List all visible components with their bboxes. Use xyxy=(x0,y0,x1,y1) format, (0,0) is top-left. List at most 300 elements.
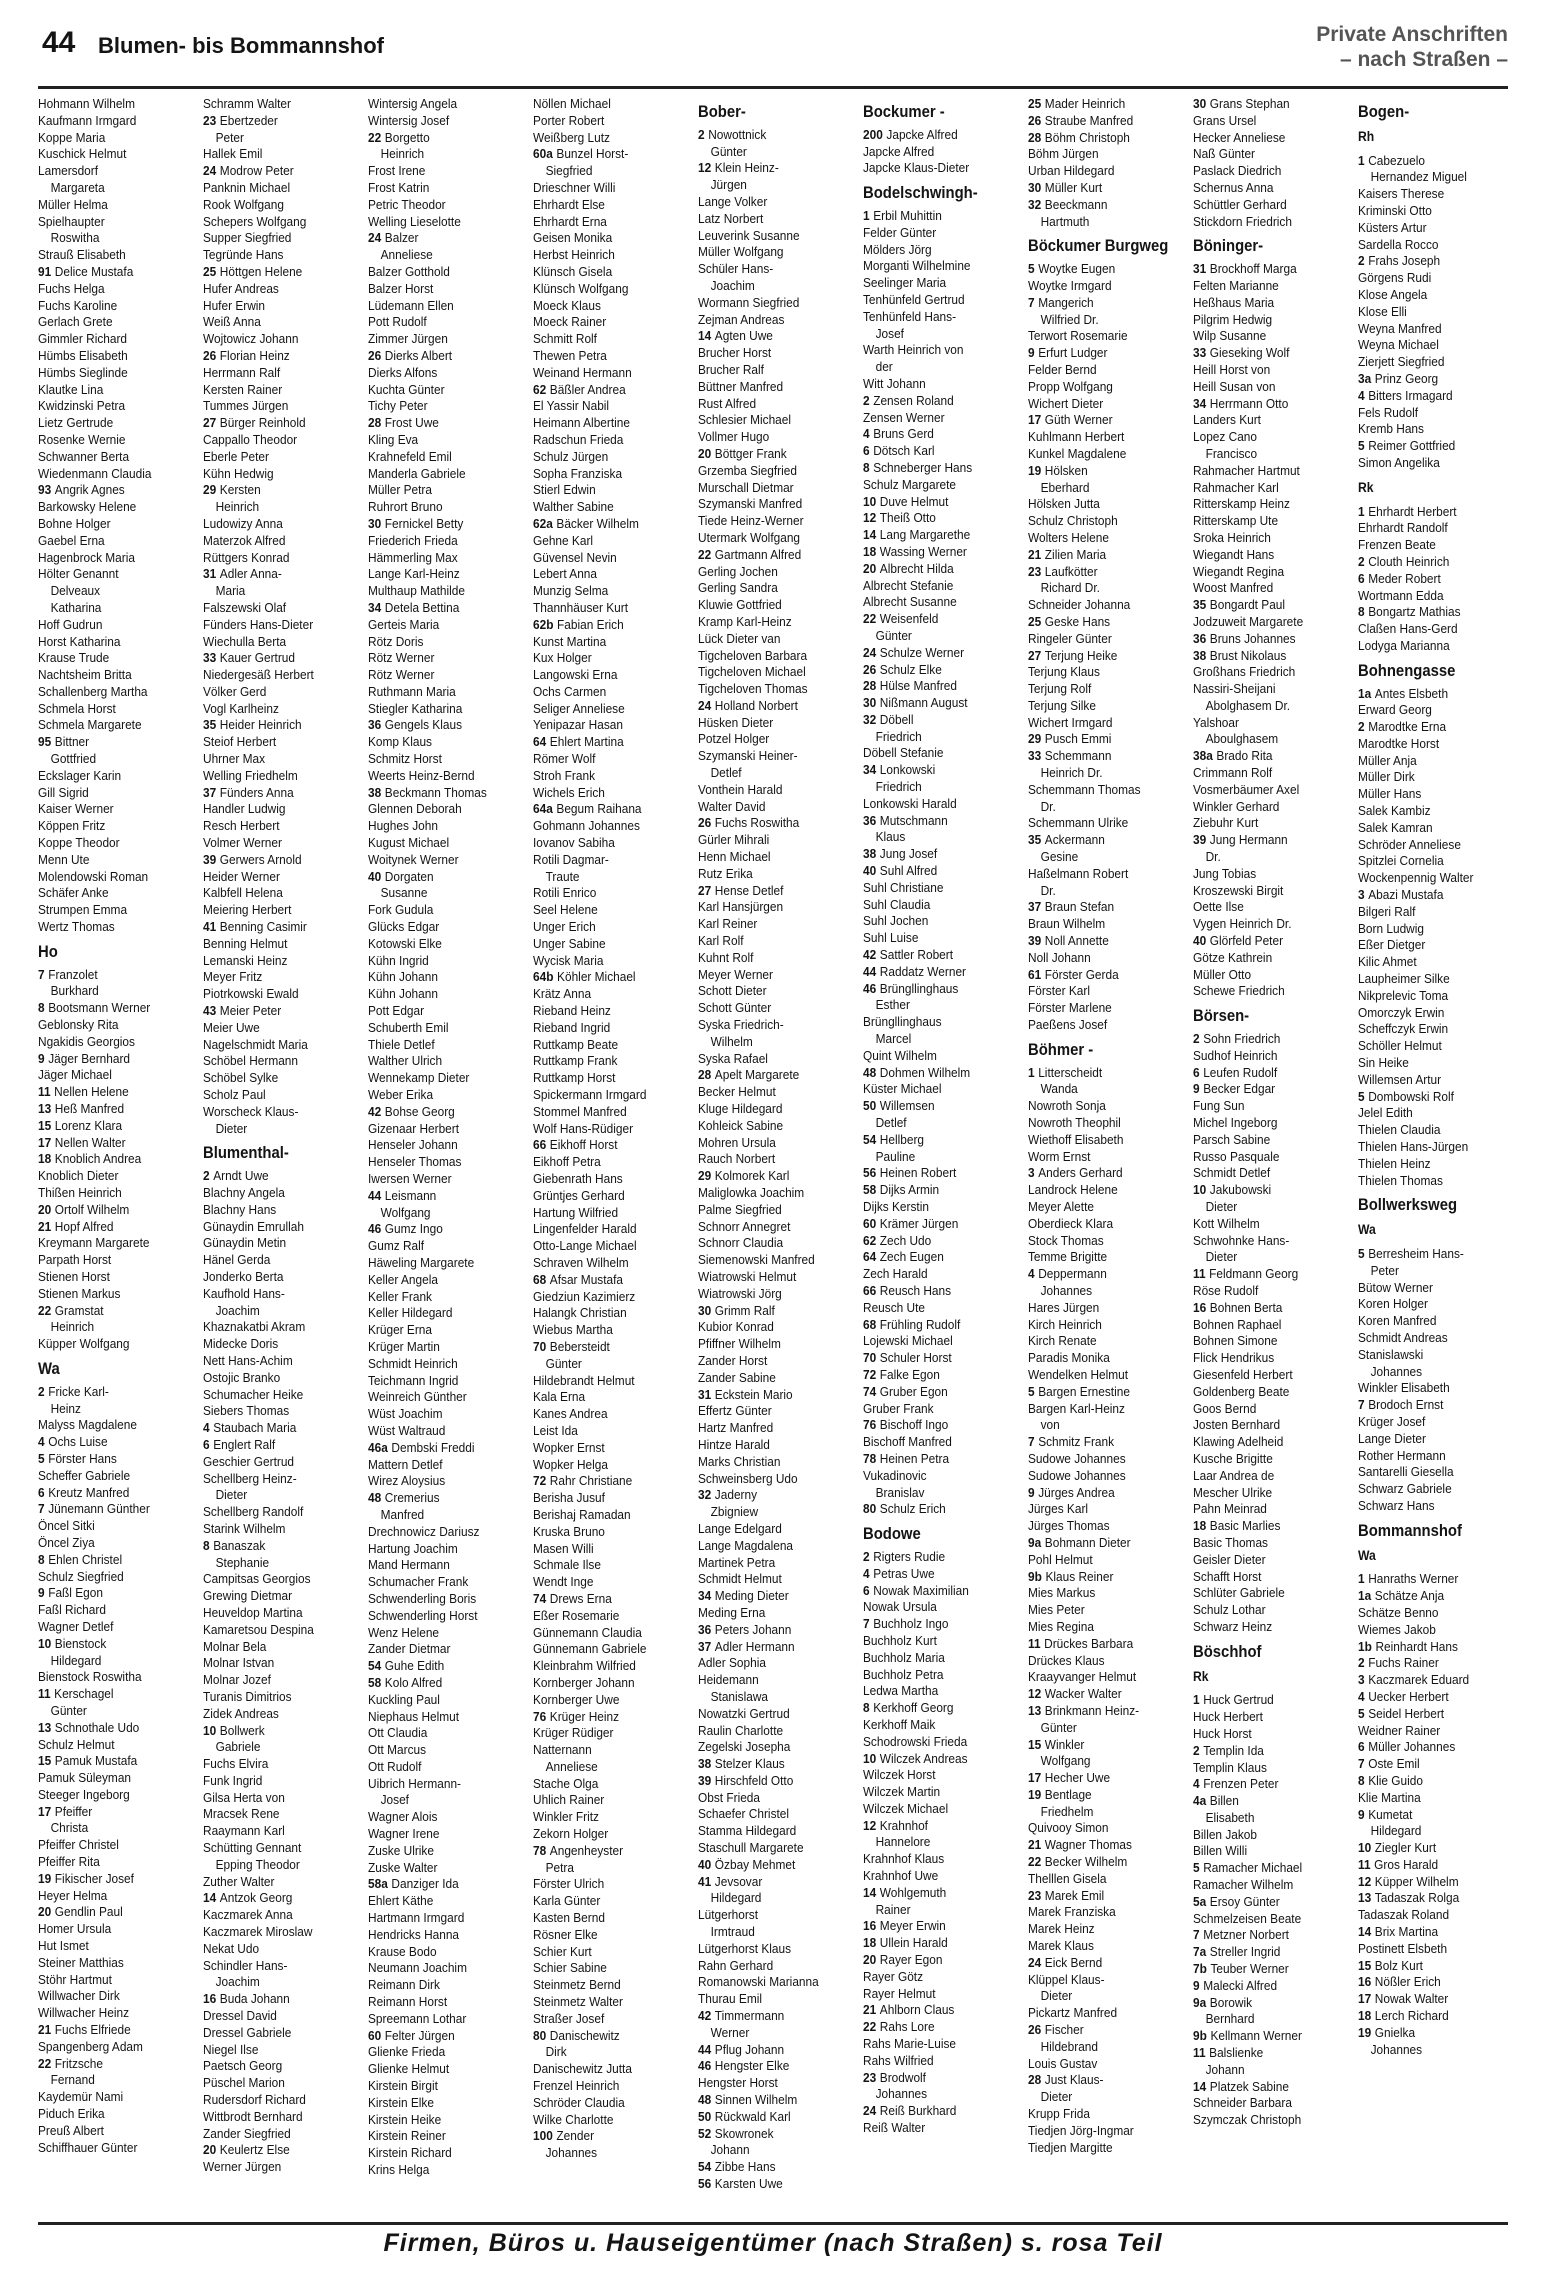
listing-entry: Piotrkowski Ewald xyxy=(203,986,299,1002)
listing-continuation: Johannes xyxy=(1040,1282,1093,1298)
house-number: 7a xyxy=(1193,1944,1207,1960)
house-number: 16 xyxy=(1193,1299,1207,1315)
listing-entry: Rotili Dagmar- xyxy=(533,851,609,867)
listing-entry: Schöller Helmut xyxy=(1358,1038,1442,1054)
house-number: 9 xyxy=(1028,1484,1035,1500)
listing-entry: Stamma Hildegard xyxy=(698,1823,797,1839)
listing-entry: Seel Helene xyxy=(533,902,598,918)
listing-entry: Vosmerbäumer Axel xyxy=(1193,781,1300,797)
listing-entry: Kirstein Elke xyxy=(368,2094,434,2110)
listing-entry: 93 Angrik Agnes xyxy=(38,482,125,498)
house-number: 37 xyxy=(1028,899,1042,915)
listing-entry: 70 Bebersteidt xyxy=(533,1338,610,1354)
listing-entry: Meding Erna xyxy=(698,1604,766,1620)
listing-entry: Kaydemür Nami xyxy=(38,2089,124,2105)
house-number: 7 xyxy=(38,966,45,982)
house-number: 22 xyxy=(698,546,712,562)
listing-entry: Tichy Peter xyxy=(368,398,428,414)
listing-entry: Thewen Petra xyxy=(533,347,607,363)
listing-continuation: von xyxy=(1040,1417,1060,1433)
listing-entry: Schott Dieter xyxy=(698,983,767,999)
listing-entry: Lojewski Michael xyxy=(863,1333,953,1349)
listing-continuation: Günter xyxy=(710,143,747,159)
listing-entry: Nassiri-Sheijani xyxy=(1193,681,1276,697)
listing-entry: Rosenke Wernie xyxy=(38,431,126,447)
listing-entry: Obst Frieda xyxy=(698,1789,761,1805)
house-number: 64 xyxy=(533,734,547,750)
listing-entry: Gilsa Herta von xyxy=(203,1789,285,1805)
listing-entry: Rudersdorf Richard xyxy=(203,2092,306,2108)
listing-entry: Schemmann Thomas xyxy=(1028,781,1141,797)
listing-entry: Karla Günter xyxy=(533,1893,601,1909)
listing-entry: Heill Horst von xyxy=(1193,361,1271,377)
listing-entry: Zejman Andreas xyxy=(698,311,785,327)
house-number: 26 xyxy=(1028,112,1042,128)
listing-column xyxy=(533,96,680,2214)
listing-entry: Hecker Anneliese xyxy=(1193,129,1286,145)
house-number: 22 xyxy=(863,2019,877,2035)
listing-entry: 64 Ehlert Martina xyxy=(533,734,624,750)
house-number: 26 xyxy=(1028,2022,1042,2038)
listing-continuation: Elisabeth xyxy=(1205,1809,1255,1825)
listing-entry: 22 Weisenfeld xyxy=(863,611,939,627)
header-rule xyxy=(38,86,1508,89)
listing-entry: 28 Hülse Manfred xyxy=(863,678,957,694)
house-number: 44 xyxy=(698,2041,712,2057)
listing-entry: Glienke Helmut xyxy=(368,2061,450,2077)
listing-entry: 14 Brix Martina xyxy=(1358,1924,1439,1940)
listing-entry: Falszewski Olaf xyxy=(203,599,287,615)
listing-entry: 1 Hanraths Werner xyxy=(1358,1571,1459,1587)
listing-entry: Lonkowski Harald xyxy=(863,795,957,811)
listing-entry: Koren Manfred xyxy=(1358,1313,1437,1329)
district-heading: Wa xyxy=(1358,1547,1376,1563)
listing-entry: 62b Fabian Erich xyxy=(533,616,624,632)
listing-entry: Rüttgers Konrad xyxy=(203,549,290,565)
listing-continuation: Dirk xyxy=(545,2044,567,2060)
house-number: 11 xyxy=(38,1686,51,1702)
listing-entry: Bohnen Raphael xyxy=(1193,1316,1282,1332)
listing-entry: Mölders Jörg xyxy=(863,241,932,257)
listing-entry: Öncel Sitki xyxy=(38,1518,95,1534)
listing-entry: Rahmacher Karl xyxy=(1193,479,1279,495)
listing-continuation: Wanda xyxy=(1040,1081,1078,1097)
listing-entry: Wiedenmann Claudia xyxy=(38,465,152,481)
listing-entry: Weißberg Lutz xyxy=(533,129,610,145)
listing-continuation: Epping Theodor xyxy=(215,1856,300,1872)
house-number: 70 xyxy=(533,1338,547,1354)
house-number: 20 xyxy=(38,1201,52,1217)
house-number: 1a xyxy=(1358,685,1372,701)
listing-entry: Wenz Helene xyxy=(368,1624,440,1640)
street-heading: Bodowe xyxy=(863,1525,921,1544)
listing-entry: Fels Rudolf xyxy=(1358,404,1419,420)
house-number: 23 xyxy=(863,2069,877,2085)
house-number: 9 xyxy=(38,1050,45,1066)
listing-entry: 6 Leufen Rudolf xyxy=(1193,1064,1278,1080)
listing-entry: Raulin Charlotte xyxy=(698,1722,784,1738)
listing-entry: Straßer Josef xyxy=(533,2010,605,2026)
listing-entry: Mattern Detlef xyxy=(368,1456,443,1472)
listing-continuation: Heinrich xyxy=(380,146,425,162)
listing-entry: Stache Olga xyxy=(533,1775,599,1791)
listing-entry: 18 Basic Marlies xyxy=(1193,1518,1281,1534)
listing-continuation: Hildegard xyxy=(50,1652,102,1668)
listing-entry: Wagner Irene xyxy=(368,1826,440,1842)
listing-entry: Schneider Barbara xyxy=(1193,2095,1292,2111)
listing-entry: Rahs Marie-Luise xyxy=(863,2036,957,2052)
listing-entry: Keller Angela xyxy=(368,1271,438,1287)
listing-entry: 16 Meyer Erwin xyxy=(863,1918,946,1934)
listing-entry: Hänel Gerda xyxy=(203,1252,271,1268)
listing-entry: 19 Gnielka xyxy=(1358,2024,1416,2040)
listing-entry: 13 Heß Manfred xyxy=(38,1101,125,1117)
listing-entry: Vogl Karlheinz xyxy=(203,700,279,716)
listing-entry: Förster Ulrich xyxy=(533,1876,605,1892)
listing-entry: Kramp Karl-Heinz xyxy=(698,613,792,629)
listing-continuation: Francisco xyxy=(1205,445,1258,461)
house-number: 8 xyxy=(863,459,870,475)
street-heading: Bockumer - xyxy=(863,103,945,121)
listing-entry: Hartung Joachim xyxy=(368,1540,458,1556)
listing-entry: Crimmann Rolf xyxy=(1193,765,1273,781)
listing-entry: Glücks Edgar xyxy=(368,919,440,935)
house-number: 31 xyxy=(698,1386,712,1402)
listing-entry: 5 Ramacher Michael xyxy=(1193,1860,1303,1876)
listing-entry: 3 Anders Gerhard xyxy=(1028,1165,1123,1181)
house-number: 11 xyxy=(1193,1266,1206,1282)
listing-entry: Römer Wolf xyxy=(533,751,596,767)
house-number: 16 xyxy=(863,1918,877,1934)
listing-entry: 5 Förster Hans xyxy=(38,1450,117,1466)
listing-entry: Kerkhoff Maik xyxy=(863,1716,936,1732)
listing-entry: 33 Gieseking Wolf xyxy=(1193,345,1290,361)
listing-entry: Parpath Horst xyxy=(38,1252,112,1268)
listing-entry: 72 Rahr Christiane xyxy=(533,1473,633,1489)
listing-entry: Zuske Walter xyxy=(368,1859,438,1875)
listing-entry: 27 Terjung Heike xyxy=(1028,647,1118,663)
listing-entry: Josten Bernhard xyxy=(1193,1417,1281,1433)
listing-entry: 12 Klein Heinz- xyxy=(698,160,779,176)
listing-entry: Gaebel Erna xyxy=(38,532,105,548)
house-number: 56 xyxy=(698,2176,712,2192)
house-number: 12 xyxy=(863,510,877,526)
listing-entry: Zegelski Josepha xyxy=(698,1739,791,1755)
listing-entry: Ritterskamp Ute xyxy=(1193,513,1279,529)
listing-entry: 74 Drews Erna xyxy=(533,1590,612,1606)
listing-entry: Leuverink Susanne xyxy=(698,227,800,243)
listing-entry: 9 Kumetat xyxy=(1358,1806,1413,1822)
listing-entry: Koppe Theodor xyxy=(38,835,120,851)
house-number: 18 xyxy=(1193,1518,1207,1534)
listing-entry: Wilczek Martin xyxy=(863,1784,941,1800)
listing-entry: Tummes Jürgen xyxy=(203,398,289,414)
listing-entry: Wiethoff Elisabeth xyxy=(1028,1131,1124,1147)
house-number: 4 xyxy=(863,1565,870,1581)
street-heading: Bollwerksweg xyxy=(1358,1196,1458,1215)
house-number: 17 xyxy=(1028,412,1042,428)
house-number: 15 xyxy=(1358,1957,1372,1973)
listing-entry: 13 Schnothale Udo xyxy=(38,1719,140,1735)
listing-entry: 10 Wilczek Andreas xyxy=(863,1750,968,1766)
house-number: 60a xyxy=(533,146,553,162)
listing-entry: Schier Kurt xyxy=(533,1943,592,1959)
listing-entry: Born Ludwig xyxy=(1358,920,1424,936)
district-heading: Rk xyxy=(1358,479,1374,495)
listing-entry: Nowatzki Gertrud xyxy=(698,1705,790,1721)
listing-entry: 1 Erbil Muhittin xyxy=(863,207,942,223)
listing-entry: 14 Antzok Georg xyxy=(203,1890,293,1906)
house-number: 36 xyxy=(368,717,382,733)
house-number: 4 xyxy=(1358,1688,1365,1704)
listing-entry: Niegel Ilse xyxy=(203,2041,259,2057)
house-number: 30 xyxy=(1193,96,1207,111)
listing-entry: Müller Anja xyxy=(1358,752,1417,768)
listing-entry: Schwarz Hans xyxy=(1358,1497,1435,1513)
listing-continuation: Hildegard xyxy=(1370,1823,1422,1839)
listing-entry: Adler Sophia xyxy=(698,1655,766,1671)
listing-entry: Grans Ursel xyxy=(1193,112,1257,128)
house-number: 22 xyxy=(38,2055,52,2071)
listing-entry: Thielen Thomas xyxy=(1358,1172,1443,1188)
listing-entry: Kaczmarek Anna xyxy=(203,1907,293,1923)
listing-entry: Rayer Helmut xyxy=(863,1985,936,2001)
listing-continuation: Marcel xyxy=(875,1031,912,1047)
listing-entry: Funk Ingrid xyxy=(203,1772,263,1788)
listing-entry: Steeger Ingeborg xyxy=(38,1786,130,1802)
listing-continuation: Gottfried xyxy=(50,751,97,767)
listing-entry: Heyer Helma xyxy=(38,1887,108,1903)
house-number: 28 xyxy=(863,678,877,694)
listing-entry: Berisha Jusuf xyxy=(533,1490,605,1506)
listing-entry: Hartmann Irmgard xyxy=(368,1910,465,1926)
listing-continuation: Dr. xyxy=(1040,882,1056,898)
listing-continuation: Irmtraud xyxy=(710,1924,755,1940)
listing-entry: 24 Holland Norbert xyxy=(698,697,798,713)
listing-entry: Kühn Hedwig xyxy=(203,465,274,481)
listing-column xyxy=(38,96,185,2214)
listing-entry: Lodyga Marianna xyxy=(1358,637,1450,653)
listing-entry: Balzer Gotthold xyxy=(368,263,450,279)
house-number: 14 xyxy=(1193,2078,1207,2094)
listing-entry: 23 Brodwolf xyxy=(863,2069,926,2085)
listing-entry: Klünsch Wolfgang xyxy=(533,280,629,296)
listing-entry: Vygen Heinrich Dr. xyxy=(1193,916,1292,932)
house-number: 25 xyxy=(1028,613,1042,629)
house-number: 4 xyxy=(863,426,870,442)
listing-entry: Stanislawski xyxy=(1358,1346,1424,1362)
listing-entry: Krätz Anna xyxy=(533,986,592,1002)
listing-entry: Sudowe Johannes xyxy=(1028,1450,1126,1466)
house-number: 74 xyxy=(863,1383,877,1399)
house-number: 32 xyxy=(698,1487,712,1503)
listing-continuation: Hildegard xyxy=(710,1890,762,1906)
listing-entry: 17 Güth Werner xyxy=(1028,412,1113,428)
listing-entry: Krüger Rüdiger xyxy=(533,1725,614,1741)
listing-entry: Küsters Artur xyxy=(1358,219,1427,235)
listing-entry: Russo Pasquale xyxy=(1193,1148,1280,1164)
listing-entry: Hengster Horst xyxy=(698,2075,778,2091)
listing-entry: Zuther Walter xyxy=(203,1873,275,1889)
listing-entry: Cappallo Theodor xyxy=(203,431,298,447)
listing-entry: Schulz Christoph xyxy=(1028,513,1118,529)
house-number: 58 xyxy=(863,1182,877,1198)
listing-continuation: Hannelore xyxy=(875,1834,931,1850)
listing-entry: Schüler Hans- xyxy=(698,261,774,277)
house-number: 20 xyxy=(863,1952,877,1968)
listing-entry: 62a Bäcker Wilhelm xyxy=(533,515,639,531)
listing-entry: 25 Geske Hans xyxy=(1028,613,1111,629)
house-number: 10 xyxy=(863,1750,877,1766)
listing-entry: 9 Erfurt Ludger xyxy=(1028,345,1108,361)
listing-entry: Tenhünfeld Gertrud xyxy=(863,291,965,307)
house-number: 54 xyxy=(698,2159,712,2175)
listing-entry: Effertz Günter xyxy=(698,1403,772,1419)
listing-entry: Heill Susan von xyxy=(1193,378,1276,394)
house-number: 5a xyxy=(1193,1893,1207,1909)
listing-entry: Kluge Hildegard xyxy=(698,1101,783,1117)
listing-entry: Küpper Wolfgang xyxy=(38,1336,130,1352)
house-number: 27 xyxy=(698,882,712,898)
listing-entry: 2 Clouth Heinrich xyxy=(1358,553,1450,569)
listing-entry: Herrmann Ralf xyxy=(203,364,281,380)
listing-entry: Terjung Silke xyxy=(1028,697,1096,713)
listing-continuation: Aboulghasem xyxy=(1205,731,1279,747)
listing-entry: Krüger Erna xyxy=(368,1322,432,1338)
section-label-line1: Private Anschriften xyxy=(1316,23,1508,46)
listing-column xyxy=(1193,96,1340,2214)
listing-entry: Nowak Ursula xyxy=(863,1599,937,1615)
house-number: 20 xyxy=(698,445,712,461)
listing-entry: Büttner Manfred xyxy=(698,378,784,394)
house-number: 26 xyxy=(863,661,877,677)
listing-entry: Hagenbrock Maria xyxy=(38,549,135,565)
house-number: 78 xyxy=(533,1842,547,1858)
listing-continuation: Maria xyxy=(215,583,246,599)
listing-entry: Döbell Stefanie xyxy=(863,745,944,761)
listing-entry: Kaisers Therese xyxy=(1358,186,1445,202)
listing-entry: Lopez Cano xyxy=(1193,429,1258,445)
listing-continuation: Fernand xyxy=(50,2072,95,2088)
listing-entry: Koppe Maria xyxy=(38,129,106,145)
listing-entry: Radschun Frieda xyxy=(533,431,624,447)
listing-continuation: Hildebrand xyxy=(1040,2038,1099,2054)
listing-entry: Kohleick Sabine xyxy=(698,1117,784,1133)
listing-entry: Sardella Rocco xyxy=(1358,236,1439,252)
listing-entry: Klawing Adelheid xyxy=(1193,1434,1284,1450)
listing-entry: Wintersig Angela xyxy=(368,96,458,111)
listing-entry: Szymanski Heiner- xyxy=(698,748,798,764)
house-number: 10 xyxy=(863,493,877,509)
listing-entry: Kott Wilhelm xyxy=(1193,1215,1260,1231)
listing-entry: 3 Abazi Mustafa xyxy=(1358,887,1444,903)
listing-entry: Kuhnt Rolf xyxy=(698,949,754,965)
house-number: 42 xyxy=(368,1103,382,1119)
listing-entry: Becker Helmut xyxy=(698,1084,776,1100)
listing-entry: Ehrhardt Randolf xyxy=(1358,520,1448,536)
listing-entry: 70 Schuler Horst xyxy=(863,1350,952,1366)
house-number: 22 xyxy=(1028,1854,1042,1870)
listing-entry: Walter David xyxy=(698,798,766,814)
listing-entry: Keller Frank xyxy=(368,1288,432,1304)
listing-entry: Schäfer Anke xyxy=(38,885,109,901)
listing-entry: Iwersen Werner xyxy=(368,1171,452,1186)
listing-entry: Eberle Peter xyxy=(203,448,269,464)
listing-entry: Püschel Marion xyxy=(203,2075,285,2091)
listing-entry: Pott Edgar xyxy=(368,1003,425,1019)
listing-entry: Kirstein Richard xyxy=(368,2145,452,2161)
listing-entry: 10 Ziegler Kurt xyxy=(1358,1840,1437,1856)
listing-entry: Yenipazar Hasan xyxy=(533,717,623,733)
listing-entry: 74 Gruber Egon xyxy=(863,1383,948,1399)
listing-continuation: Friedrich xyxy=(875,728,922,744)
house-number: 48 xyxy=(368,1490,382,1506)
house-number: 14 xyxy=(203,1890,217,1906)
listing-entry: 10 Jakubowski xyxy=(1193,1182,1272,1198)
street-heading: Bommannshof xyxy=(1358,1521,1462,1540)
listing-entry: 19 Fikischer Josef xyxy=(38,1870,134,1886)
listing-entry: Palme Siegfried xyxy=(698,1201,782,1217)
listing-entry: Fork Gudula xyxy=(368,902,434,918)
listing-entry: Klose Angela xyxy=(1358,286,1428,302)
listing-entry: Kreymann Margarete xyxy=(38,1235,150,1251)
house-number: 5 xyxy=(1028,261,1035,277)
listing-entry: Terjung Klaus xyxy=(1028,664,1100,680)
house-number: 44 xyxy=(863,963,877,979)
house-number: 2 xyxy=(698,126,705,142)
listing-entry: Schulz Lothar xyxy=(1193,1602,1266,1618)
listing-entry: Goldenberg Beate xyxy=(1193,1383,1290,1399)
listing-entry: Kleinbrahm Wilfried xyxy=(533,1658,636,1674)
house-number: 40 xyxy=(368,868,382,884)
house-number: 18 xyxy=(863,1935,877,1951)
listing-entry: 20 Ortolf Wilhelm xyxy=(38,1201,130,1217)
listing-continuation: Heinrich xyxy=(50,1319,95,1335)
listing-entry: Felder Bernd xyxy=(1028,361,1097,377)
listing-continuation: Hernandez Miguel xyxy=(1370,169,1467,185)
listing-entry: Grzemba Siegfried xyxy=(698,462,797,478)
house-number: 1b xyxy=(1358,1638,1372,1654)
listing-entry: Schindler Hans- xyxy=(203,1957,288,1973)
house-number: 19 xyxy=(38,1870,52,1886)
listing-entry: Kersten Rainer xyxy=(203,381,283,397)
listing-entry: 9a Bohmann Dieter xyxy=(1028,1534,1131,1550)
listing-entry: Ott Rudolf xyxy=(368,1758,422,1774)
listing-entry: Munzig Selma xyxy=(533,583,609,599)
listing-entry: Grewing Dietmar xyxy=(203,1588,293,1604)
listing-entry: Schemmann Ulrike xyxy=(1028,815,1129,831)
listing-entry: Ehrhardt Else xyxy=(533,196,605,212)
listing-entry: Huck Herbert xyxy=(1193,1709,1263,1725)
house-number: 2 xyxy=(1358,719,1365,735)
house-number: 9b xyxy=(1193,2028,1207,2044)
listing-entry: Felder Günter xyxy=(863,224,937,240)
listing-entry: Malyss Magdalene xyxy=(38,1417,137,1433)
page-header xyxy=(38,18,1508,84)
listing-continuation: Katharina xyxy=(50,599,102,615)
listing-continuation: Joachim xyxy=(215,1974,260,1990)
listing-entry: Mracsek Rene xyxy=(203,1806,280,1822)
house-number: 200 xyxy=(863,126,883,142)
listing-entry: 58a Danziger Ida xyxy=(368,1876,459,1892)
listing-entry: Zimmer Jürgen xyxy=(368,331,448,347)
listing-entry: Thißen Heinrich xyxy=(38,1185,122,1200)
listing-entry: Lebert Anna xyxy=(533,566,598,582)
listing-entry: 64b Köhler Michael xyxy=(533,969,636,985)
listing-entry: 36 Gengels Klaus xyxy=(368,717,463,733)
house-number: 66 xyxy=(863,1282,877,1298)
house-number: 42 xyxy=(863,947,877,963)
